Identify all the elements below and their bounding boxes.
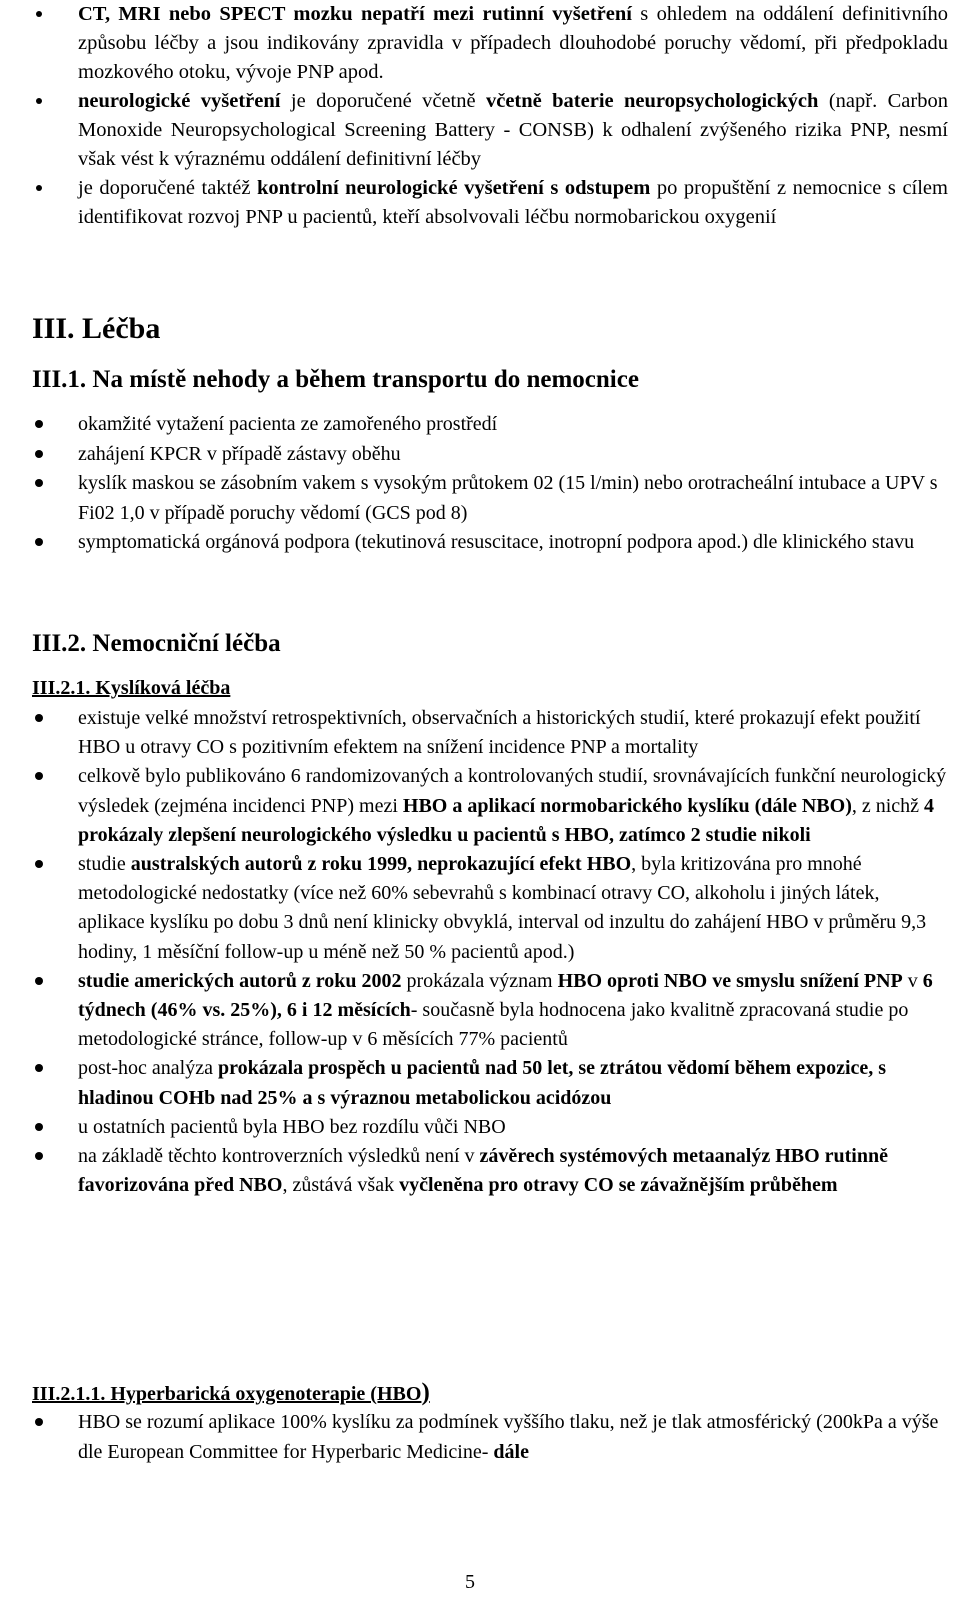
bold-text: HBO a aplikací normobarického kyslíku (dále NBO) [402,794,852,817]
bold-text: vyčleněna pro otravy CO se závažnějším průběhem [399,1174,838,1197]
bold-text: HBO oproti NBO ve smyslu snížení PNP [557,969,903,992]
hbo-bullet-list [0,1408,948,1467]
text-run: na základě těchto kontroverzních výsledků není v [78,1145,480,1168]
bold-text: neurologické vyšetření [78,90,281,112]
text-run: , byla kritizována pro mnohé metodologické nedostatky (více než 60% sebevrahů s kombinací otravy CO, alkoholu i jiných látek, aplikace kyslíku po dobu 3 dnů není klinicky obvyklá, interval od inzultu do zahájení HBO v průměru 9,3 hodiny, 1 měsíční follow-up u méně než 50 % pacientů apod.) [78,853,927,963]
heading-treatment: III. Léčba [32,312,161,345]
text-run: , z nichž [851,794,925,817]
heading-transport: III.1. Na místě nehody a během transportu do nemocnice [32,366,639,393]
text-run: kyslík maskou se zásobním vakem s vysokým průtokem 02 (15 l/min) nebo orotracheální intubace a UPV s Fi02 1,0 v případě poruchy vědomí (GCS pod 8) [78,472,938,524]
text-run: existuje velké množství retrospektivních, observačních a historických studií, které prokazují efekt použití HBO u otravy CO s pozitivním efektem na snížení incidence PNP a mortality [78,707,921,759]
bold-text: dále [493,1440,529,1463]
bold-text: 6 týdnech (46% vs. 25%), 6 i 12 měsících [78,969,933,1022]
list-item [0,850,948,967]
text-run: HBO se rozumí aplikace 100% kyslíku za podmínek vyššího tlaku, než je tlak atmosférický (200kPa a výše dle European Committee for Hyperbaric Medicine- [78,1411,939,1463]
bold-text: australských autorů z roku 1999, neprokazující efekt HBO [130,853,632,876]
bold-text: kontrolní neurologické vyšetření s odstupem [256,177,651,199]
text-run: - současně byla hodnocena jako kvalitně zpracovaná studie po metodologické stránce, follow-up v 6 měsících 77% pacientů [78,999,909,1051]
list-item [0,174,948,232]
top-bullet-list [0,0,948,232]
text-run: u ostatních pacientů byla HBO bez rozdílu vůči NBO [78,1115,506,1138]
list-item [0,410,948,440]
bold-text: 4 prokázaly zlepšení neurologického výsledku u pacientů s HBO, zatímco 2 studie nikoli [78,794,935,846]
list-item [0,762,948,850]
text-run: studie [78,853,131,876]
list-item [0,1408,948,1467]
text-run: s ohledem na oddálení definitivního způsobu léčby a jsou indikovány zpravidla v případech dlouhodobé poruchy vědomí, při předpokladu mozkového otoku, vývoje PNP apod. [78,3,948,83]
heading-hyperbaric-oxygen [32,1379,430,1407]
list-item [0,87,948,174]
heading-oxygen-therapy: III.2.1. Kyslíková léčba [32,677,231,699]
text-run: prokázala význam [401,969,558,992]
text-run: je doporučené včetně [280,90,486,112]
text-run: po propuštění z nemocnice s cílem identifikovat rozvoj PNP u pacientů, kteří absolvovali léčbu normobarickou oxygenií [78,177,948,228]
list-item [0,1142,948,1200]
heading-hbo-text: III.2.1.1. Hyperbarická oxygenoterapie (HBO [32,1383,422,1405]
text-run: zahájení KPCR v případě zástavy oběhu [78,442,401,465]
list-item [0,469,948,528]
text-run: , zůstává však [282,1174,400,1197]
text-run: okamžité vytažení pacienta ze zamořeného prostředí [78,413,498,435]
text-run: symptomatická orgánová podpora (tekutinová resuscitace, inotropní podpora apod.) dle klinického stavu [78,531,915,553]
heading-hbo-paren: ) [421,1379,430,1406]
bold-text: studie amerických autorů z roku 2002 [78,969,402,992]
bold-text: prokázala prospěch u pacientů nad 50 let, se ztrátou vědomí během expozice, s hladinou COHb nad 25% a s výraznou metabolickou acidózou [78,1057,887,1109]
list-item [0,704,948,762]
list-item [0,440,948,470]
list-item [0,1113,948,1142]
bold-text: CT, MRI nebo SPECT mozku nepatří mezi rutinní vyšetření [78,3,632,25]
list-item [0,0,948,87]
list-item [0,528,948,558]
text-run: post-hoc analýza [78,1057,218,1080]
text-run: (např. Carbon Monoxide Neuropsychological Screening Battery - CONSB) k odhalení zvýšeného rizika PNP, nesmí však vést k výraznému oddálení definitivní léčby [78,90,948,170]
text-run: je doporučené taktéž [78,177,257,199]
list-item [0,967,948,1055]
list-item [0,1054,948,1112]
page-number: 5 [465,1571,475,1593]
bold-text: závěrech systémových metaanalýz HBO rutinně favorizována před NBO [78,1145,888,1197]
oxygen-bullet-list [0,704,948,1200]
text-run: celkově bylo publikováno 6 randomizovaných a kontrolovaných studií, srovnávajících funkční neurologický výsledek (zejména incidenci PNP) mezi [78,765,947,817]
bold-text: včetně baterie neuropsychologických [485,90,819,112]
transport-bullet-list [0,410,948,558]
text-run: v [902,969,923,992]
heading-hospital-treatment: III.2. Nemocniční léčba [32,630,281,657]
